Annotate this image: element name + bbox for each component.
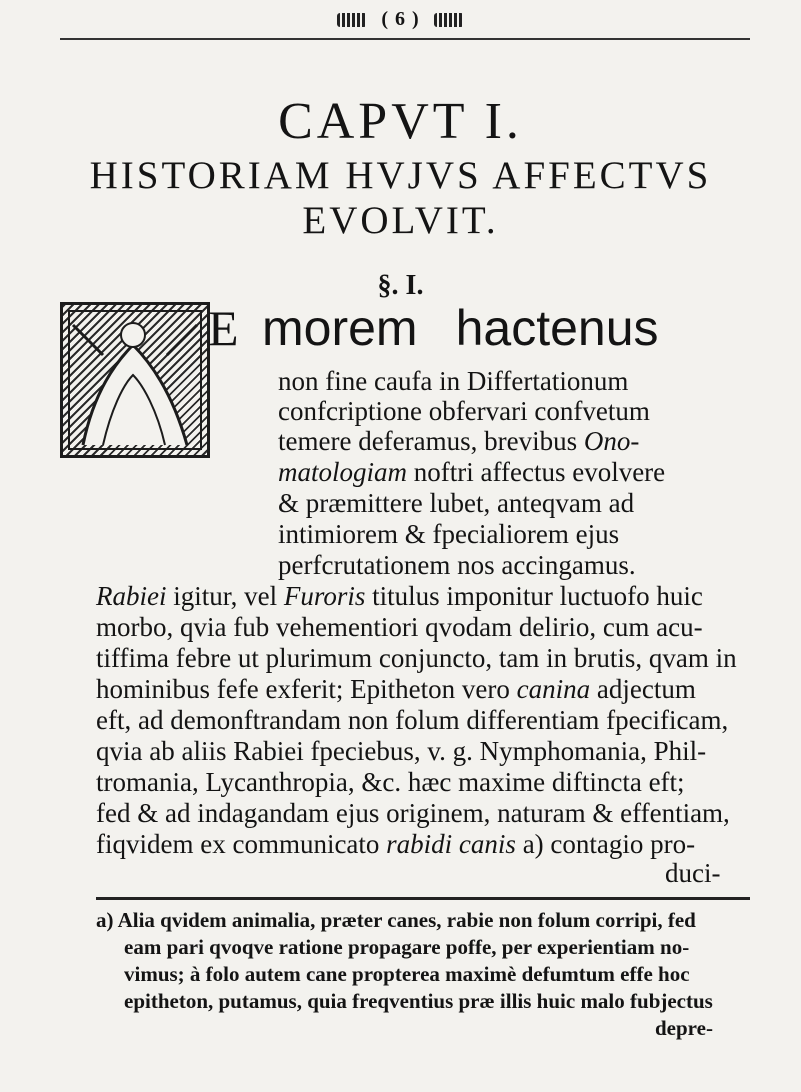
body-line-12-italic: canina [516,674,591,704]
first-line [262,300,659,356]
body-line-14: qvia ab aliis Rabiei fpeciebus, v. g. Nymphomania, Phil- [96,736,707,766]
body-line-12-end: adjectum [590,674,696,704]
body-line-17-italic: rabidi canis [386,829,516,859]
catchword: duci- [665,858,721,888]
body-line-15: tromania, Lycanthropia, &c. hæc maxime diftincta eft; [96,767,685,797]
body-line-7: intimiorem & fpecialiorem ejus [278,519,620,549]
chapter-title-line-1: HISTORIAM HVJVS AFFECTVS [89,154,712,197]
body-line-13: eft, ad demonftrandam non folum differentiam fpecificam, [96,705,729,735]
body-line-17-start: fiqvidem ex communicato [96,829,387,859]
section-mark: §. I. [377,270,424,301]
body-line-16: fed & ad indagandam ejus originem, naturam & effentiam, [96,798,730,828]
ornament-right-icon [434,13,464,27]
footnote-line-3: vimus; à folo autem cane propterea maximè defumtum effe hoc [124,962,690,986]
body-line-12 [96,673,696,705]
body-line-4 [278,425,639,457]
body-line-17 [96,828,695,860]
body-line-12-start: hominibus fefe exferit; Epitheton vero [96,674,517,704]
drop-initial: E [208,300,239,356]
body-line-5-text: noftri affectus evolvere [407,457,666,487]
body-line-5 [278,456,665,488]
page-number: ( 6 ) [381,8,420,30]
body-line-8: perfcrutationem nos accingamus. [278,550,636,580]
chapter-heading: CAPVT I. [278,93,523,150]
body-line-9-text: titulus imponitur luctuofo huic [365,581,703,611]
body-line-11: tiffima febre ut plurimum conjuncto, tam in brutis, qvam in [96,643,737,673]
footnote-line-2: eam pari qvoqve ratione propagare poffe, per experientiam no- [124,935,690,959]
footnote-rule [96,897,750,900]
body-line-6: & præmittere lubet, anteqvam ad [278,488,635,518]
body-line-4-italic: Ono- [583,426,640,456]
first-line-word-2: hactenus [455,300,659,356]
body-line-5-italic: matologiam [278,457,408,487]
footnote-line-4: epitheton, putamus, quia freqventius præ illis huic malo fubjectus [124,989,713,1013]
body-line-9 [96,580,703,612]
footnote-catchword: depre- [655,1016,713,1040]
chapter-title-line-2: EVOLVIT. [302,199,499,242]
footnote-line-1: a) Alia qvidem animalia, præter canes, rabie non folum corripi, fed [96,908,696,932]
body-line-2: non fine caufa in Differtationum [278,366,629,396]
body-line-10: morbo, qvia fub vehementiori qvodam delirio, cum acu- [96,612,703,642]
header-rule [60,38,750,40]
first-line-word-1: morem [262,300,418,356]
body-line-17-end: a) contagio pro- [515,829,696,859]
ornament-left-icon [337,13,367,27]
body-line-9-italic-2: Furoris [283,581,366,611]
body-line-4-text: temere deferamus, brevibus [278,426,578,456]
body-line-9-italic-1: Rabiei [96,581,167,611]
decorated-initial-woodcut-icon [60,302,210,458]
body-line-9-mid: igitur, vel [166,581,284,611]
page-header [0,8,801,31]
body-line-3: confcriptione obfervari confvetum [278,396,650,426]
